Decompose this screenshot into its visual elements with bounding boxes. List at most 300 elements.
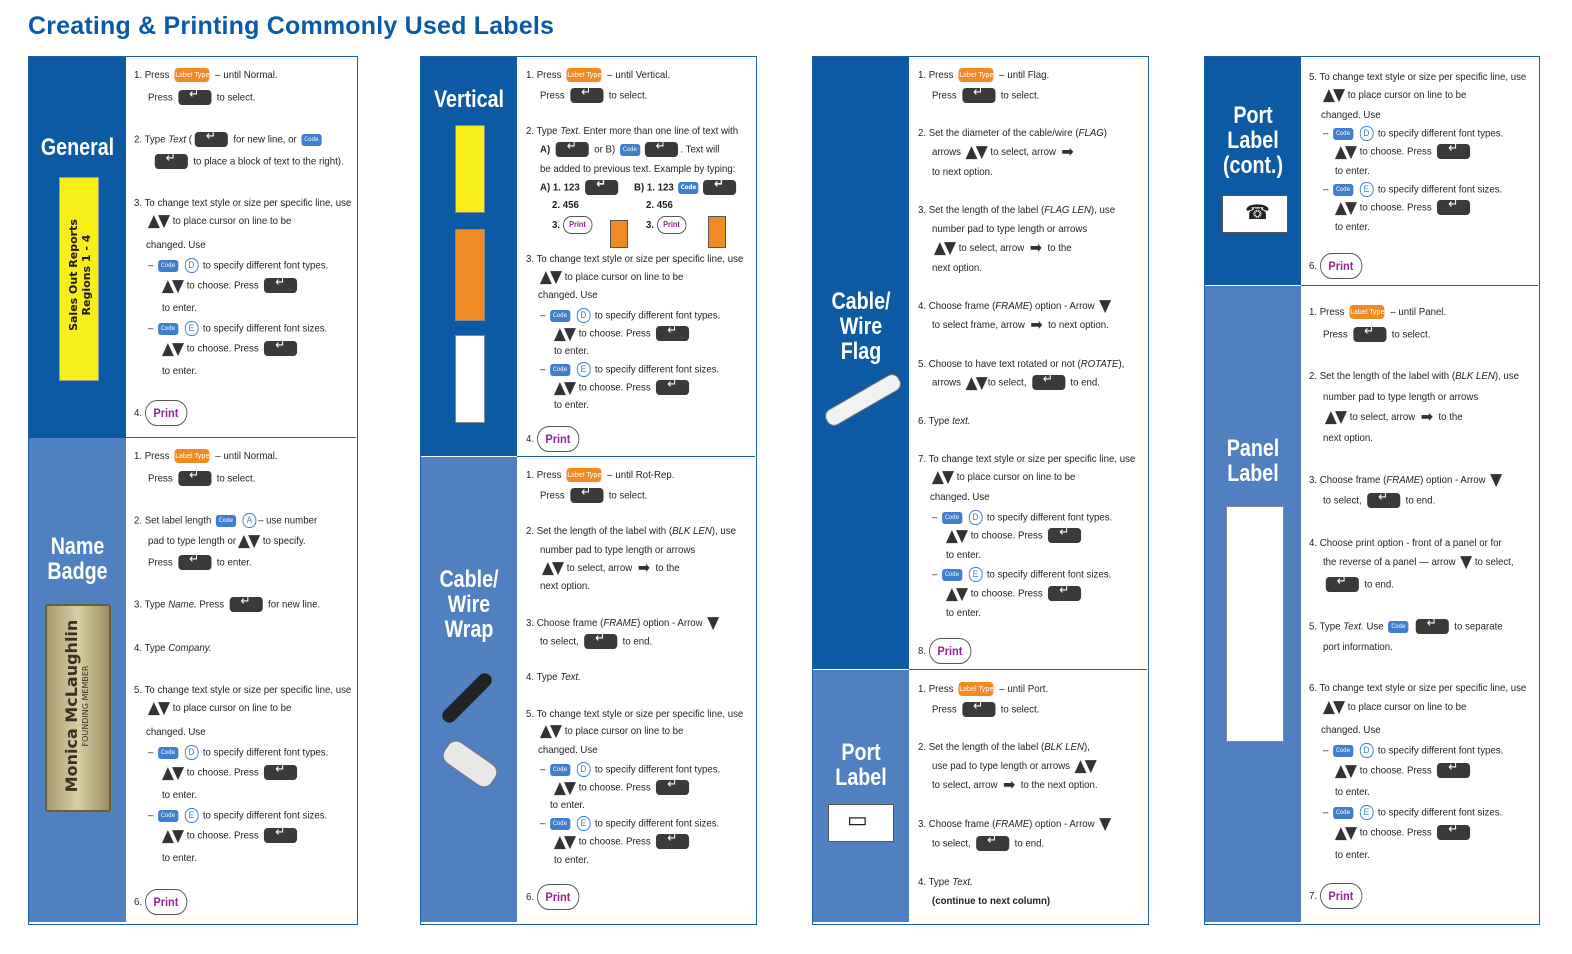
- instruction-line: 7. To change text style or size per specific line, use: [918, 453, 1136, 465]
- instruction-text: to choose. Press: [1359, 201, 1432, 214]
- instruction-line: to enter.: [162, 302, 197, 314]
- cable-flag-tab-line-2: Wire: [839, 313, 883, 341]
- instruction-line: to enter.: [1335, 221, 1370, 233]
- instruction-text: 3. Type: [134, 598, 166, 611]
- instruction-line: 5. To change text style or size per specific line, use: [1309, 71, 1527, 83]
- instruction-text: to end.: [1405, 494, 1436, 507]
- instruction-line: to enter.: [162, 852, 197, 864]
- instruction-line: to enter.: [1335, 165, 1370, 177]
- up-down-arrow-keys-icon: ▲▼: [933, 238, 955, 259]
- vertical-sample-yellow: [455, 125, 485, 213]
- size-key-icon: E: [1360, 182, 1374, 197]
- code-key-icon: Code: [942, 512, 962, 524]
- enter-key-icon: [178, 471, 211, 486]
- instruction-line: – Code E to specify different font sizes.: [1323, 183, 1503, 196]
- instruction-line: [148, 555, 252, 570]
- instruction-text: ) option - Arrow: [637, 617, 703, 629]
- instruction-line: to enter.: [554, 854, 589, 866]
- instruction-line: to enter.: [946, 549, 981, 561]
- cable-wrap-tab-line-3: Wrap: [444, 616, 494, 644]
- port-cont-tab-line-1: Port: [1233, 102, 1273, 129]
- instruction-text: for new line, or: [233, 133, 297, 146]
- instruction-text: to enter.: [216, 556, 252, 569]
- instruction-text: to select, arrow: [958, 242, 1025, 254]
- label-type-key-icon: Label Type: [959, 682, 994, 696]
- instruction-line: [1309, 470, 1502, 491]
- cable-wrap-sample-label: [439, 737, 501, 792]
- label-type-key-icon: Label Type: [1350, 305, 1385, 319]
- instruction-text: – until Normal.: [215, 450, 278, 462]
- instruction-text: to separate: [1454, 620, 1503, 633]
- vertical-tab-title: Vertical: [433, 86, 505, 113]
- instruction-line: [1323, 577, 1394, 592]
- panel-label-sample: [1226, 506, 1284, 742]
- instruction-line: [134, 449, 278, 463]
- instruction-line: [918, 68, 1049, 82]
- code-key-icon: Code: [1333, 184, 1353, 196]
- instruction-text: 8.: [918, 644, 927, 657]
- up-down-arrow-keys-icon: ▲▼: [553, 831, 575, 852]
- style-key-icon: D: [969, 510, 983, 525]
- instruction-line: [160, 275, 300, 296]
- instruction-text: to end.: [622, 635, 653, 648]
- instruction-text: – until Rot-Rep.: [607, 469, 675, 481]
- enter-key-icon: [703, 180, 736, 195]
- panel-label-tab-line-1: Panel: [1226, 435, 1280, 462]
- instruction-text: Press: [540, 489, 565, 502]
- instruction-line: [552, 831, 692, 852]
- instruction-text: BLK LEN: [1455, 370, 1495, 382]
- instruction-line: changed. Use: [538, 744, 598, 756]
- instruction-text: Company.: [168, 642, 212, 654]
- instruction-text: ): [1103, 127, 1108, 139]
- instruction-line: – Code D to specify different font types.: [540, 309, 721, 322]
- up-down-arrow-keys-icon: ▲▼: [553, 377, 575, 398]
- instruction-line: [1321, 85, 1467, 106]
- instruction-line: [160, 762, 300, 783]
- up-down-arrow-keys-icon: ▲▼: [945, 525, 967, 546]
- instruction-text: to select, arrow: [1349, 411, 1416, 423]
- instruction-text: to choose. Press: [578, 381, 651, 394]
- instruction-text: Press: [148, 556, 173, 569]
- label-type-key-icon: Label Type: [959, 68, 994, 82]
- down-arrow-key-icon: ▼: [1490, 470, 1501, 491]
- cable-wrap-tab-line-2: Wire: [447, 591, 491, 619]
- instruction-text: Enter more than one line of text with: [583, 125, 739, 137]
- instruction-line: [944, 525, 1084, 546]
- instruction-text: to the: [1047, 242, 1072, 254]
- instruction-text: to specify different font types.: [594, 763, 721, 776]
- up-down-arrow-keys-icon: ▲▼: [965, 142, 986, 163]
- code-key-icon: Code: [158, 747, 178, 759]
- instruction-text: to choose. Press: [578, 327, 651, 340]
- code-key-icon: Code: [550, 364, 570, 376]
- instruction-text: pad to type length or: [148, 535, 237, 547]
- instruction-text: 6.: [134, 895, 143, 908]
- instruction-line: port information.: [1323, 641, 1393, 653]
- instruction-text: Text.: [952, 876, 973, 888]
- instruction-line: 3. To change text style or size per specific line, use: [526, 253, 744, 265]
- vertical-sample-orange: [455, 229, 485, 321]
- instruction-line: [538, 267, 684, 288]
- general-steps: [134, 68, 354, 428]
- instruction-line: [540, 558, 680, 579]
- general-tab: [29, 57, 126, 438]
- instruction-text: to select,: [987, 376, 1027, 389]
- enter-key-icon: [195, 132, 228, 147]
- size-key-icon: E: [577, 362, 591, 377]
- cable-flag-sample: [822, 371, 904, 429]
- code-key-icon: Code: [942, 569, 962, 581]
- cable-flag-tab: [813, 57, 909, 669]
- instruction-text: to select,: [1474, 556, 1514, 568]
- instruction-line: [1309, 369, 1519, 383]
- instruction-text: to the next option.: [1020, 779, 1098, 791]
- general-sample-line-2: Regions 1 - 4: [80, 234, 93, 316]
- instruction-line: [1323, 493, 1435, 508]
- instruction-text: text.: [952, 415, 971, 427]
- instruction-text: ),: [1083, 741, 1090, 753]
- instruction-line: [918, 638, 971, 664]
- style-key-icon: D: [577, 762, 591, 777]
- panel-label-steps: [1309, 305, 1535, 917]
- right-arrow-key-icon: ➡: [637, 558, 651, 578]
- label-type-key-icon: Label Type: [567, 468, 602, 482]
- instruction-line: number pad to type length or arrows: [932, 223, 1088, 235]
- instruction-line: [540, 180, 621, 195]
- up-down-arrow-keys-icon: ▲▼: [945, 583, 967, 604]
- instruction-text: to specify different font sizes.: [1377, 806, 1503, 819]
- instruction-line: [944, 583, 1084, 604]
- cable-flag-tab-line-3: Flag: [840, 338, 882, 366]
- instruction-line: [918, 203, 1115, 217]
- instruction-text: to choose. Press: [970, 587, 1043, 600]
- instruction-line: [134, 597, 320, 612]
- enter-key-icon: [962, 702, 995, 717]
- panel-label-tab-line-2: Label: [1227, 460, 1279, 488]
- cable-wrap-steps: [526, 468, 752, 920]
- instruction-text: to select frame, arrow: [932, 319, 1025, 331]
- instruction-line: changed. Use: [146, 239, 206, 251]
- up-down-arrow-keys-icon: ▲▼: [1334, 141, 1356, 162]
- instruction-text: the reverse of a panel — arrow: [1323, 556, 1456, 568]
- instruction-text: Text: [168, 133, 187, 146]
- instruction-line: – Code E to specify different font sizes.: [148, 322, 328, 335]
- down-arrow-key-icon: ▼: [707, 613, 718, 634]
- up-down-arrow-keys-icon: ▲▼: [931, 467, 953, 488]
- instruction-text: 4.: [526, 432, 535, 445]
- style-key-icon: D: [577, 308, 591, 323]
- up-down-arrow-keys-icon: ▲▼: [1322, 697, 1344, 718]
- instruction-text: to specify different font sizes.: [986, 568, 1112, 581]
- instruction-text: – until Panel.: [1390, 306, 1447, 318]
- instruction-text: Press: [148, 91, 173, 104]
- print-key-icon: Print: [537, 884, 579, 910]
- instruction-text: to place cursor on line to be: [1347, 701, 1467, 713]
- instruction-line: [148, 90, 255, 105]
- instruction-line: changed. Use: [146, 726, 206, 738]
- right-arrow-key-icon: ➡: [1029, 238, 1043, 258]
- port-cont-tab: [1205, 57, 1301, 285]
- instruction-line: [646, 216, 686, 234]
- instruction-line: [930, 467, 1076, 488]
- print-key-icon: Print: [563, 216, 592, 234]
- enter-key-icon: [570, 88, 603, 103]
- instruction-text: 3.: [552, 218, 561, 231]
- enter-key-icon: [656, 834, 689, 849]
- instruction-line: – Code E to specify different font sizes.: [540, 363, 720, 376]
- instruction-text: Press: [1323, 328, 1348, 341]
- instruction-text: Text.: [1343, 620, 1364, 633]
- instruction-text: 2. Set the length of the label with (: [526, 525, 673, 537]
- instruction-text: to specify different font types.: [202, 259, 329, 272]
- instruction-line: [526, 884, 579, 910]
- enter-key-icon: [656, 326, 689, 341]
- enter-key-icon: [264, 828, 297, 843]
- instruction-line: 3. To change text style or size per specific line, use: [134, 197, 352, 209]
- instruction-line: [1309, 253, 1362, 279]
- instruction-text: to specify different font sizes.: [594, 817, 720, 830]
- port-cont-tab-line-2: Label: [1227, 127, 1279, 155]
- instruction-line: [1309, 619, 1503, 634]
- instruction-line: (continue to next column): [932, 895, 1051, 907]
- instruction-text: to specify different font types.: [1377, 127, 1504, 140]
- instruction-line: [526, 613, 719, 634]
- instruction-text: – until Vertical.: [607, 69, 671, 81]
- code-key-icon: Code: [158, 323, 178, 335]
- instruction-line: to enter.: [162, 365, 197, 377]
- print-key-icon: Print: [145, 889, 187, 915]
- instruction-text: to specify different font sizes.: [594, 363, 720, 376]
- instruction-line: – Code E to specify different font sizes.: [932, 568, 1112, 581]
- port-cont-tab-line-3: (cont.): [1222, 152, 1284, 180]
- instruction-line: [148, 531, 306, 552]
- instruction-text: to the: [1438, 411, 1463, 423]
- instruction-line: [932, 315, 1109, 335]
- instruction-line: to enter.: [162, 789, 197, 801]
- instruction-line: [932, 702, 1039, 717]
- instruction-text: to the: [655, 562, 680, 574]
- instruction-text: ), use: [1494, 370, 1519, 382]
- instruction-line: [160, 825, 300, 846]
- instruction-line: be added to previous text. Example by typing:: [540, 163, 736, 175]
- instruction-text: ROTATE: [1080, 358, 1119, 370]
- instruction-text: FRAME: [995, 818, 1030, 830]
- up-down-arrow-keys-icon: ▲▼: [237, 531, 259, 552]
- instruction-line: next option.: [540, 580, 590, 592]
- enter-key-icon: [1437, 144, 1470, 159]
- cable-flag-tab-line-1: Cable/: [831, 288, 891, 315]
- instruction-line: [540, 488, 647, 503]
- instruction-text: 3. Set the length of the label (: [918, 204, 1045, 216]
- vertical-example-b: [708, 216, 726, 248]
- enter-key-icon: [1048, 528, 1081, 543]
- size-key-icon: E: [185, 808, 199, 823]
- up-down-arrow-keys-icon: ▲▼: [1074, 756, 1095, 777]
- instruction-text: to select.: [216, 91, 256, 104]
- divider: [1301, 285, 1538, 286]
- enter-key-icon: [178, 90, 211, 105]
- instruction-line: [160, 338, 300, 359]
- instruction-text: Press: [199, 598, 225, 611]
- enter-key-icon: [976, 836, 1009, 851]
- instruction-line: [1323, 407, 1463, 428]
- vertical-steps: [526, 68, 752, 453]
- code-key-icon: Code: [620, 144, 640, 156]
- instruction-line: [918, 814, 1111, 835]
- up-down-arrow-keys-icon: ▲▼: [147, 211, 169, 232]
- instruction-text: – use number: [258, 514, 318, 527]
- instruction-text: to specify different font sizes.: [202, 322, 328, 335]
- instruction-line: [526, 68, 670, 82]
- instruction-text: to select,: [1323, 494, 1362, 507]
- instruction-text: 2. Set the length of the label with (: [1309, 370, 1456, 382]
- instruction-line: changed. Use: [1321, 109, 1381, 121]
- instruction-text: to place cursor on line to be: [1347, 89, 1467, 101]
- instruction-text: to select.: [608, 89, 648, 102]
- instruction-line: [146, 211, 292, 232]
- cable-wrap-tab: [421, 457, 517, 922]
- print-key-icon: Print: [657, 216, 686, 234]
- port-label-steps: [918, 682, 1144, 918]
- instruction-text: to end.: [1364, 578, 1394, 591]
- instruction-text: to select.: [216, 472, 256, 485]
- instruction-text: to choose. Press: [186, 342, 259, 355]
- instruction-line: [932, 756, 1097, 777]
- instruction-text: ) option - Arrow: [1029, 300, 1095, 312]
- instruction-text: 2. Type: [134, 133, 166, 146]
- length-key-icon: A: [242, 513, 256, 528]
- code-key-icon: Code: [550, 818, 570, 830]
- instruction-text: ), use: [711, 525, 736, 537]
- instruction-line: [918, 740, 1090, 754]
- instruction-text: 4. Type: [134, 642, 166, 654]
- port-label-tab-line-1: Port: [841, 739, 881, 766]
- badge-title: FOUNDING MEMBER: [81, 665, 90, 747]
- instruction-line: [1333, 141, 1473, 162]
- instruction-line: [526, 426, 579, 452]
- instruction-text: to choose. Press: [578, 781, 651, 794]
- page-title: Creating & Printing Commonly Used Labels: [28, 12, 555, 40]
- instruction-text: A): [540, 143, 551, 156]
- enter-key-icon: [178, 555, 211, 570]
- enter-key-icon: [656, 380, 689, 395]
- instruction-line: [932, 142, 1076, 163]
- instruction-text: Use: [1366, 620, 1384, 633]
- instruction-text: FRAME: [603, 617, 638, 629]
- instruction-text: to choose. Press: [186, 279, 259, 292]
- instruction-text: 3. Choose frame (: [526, 617, 604, 629]
- up-down-arrow-keys-icon: ▲▼: [553, 323, 575, 344]
- enter-key-icon: [264, 765, 297, 780]
- instruction-line: to next option.: [932, 166, 993, 178]
- size-key-icon: E: [969, 567, 983, 582]
- instruction-text: to select,: [540, 635, 579, 648]
- badge-name: Monica McLaughlin: [62, 619, 81, 793]
- name-badge-steps: [134, 449, 354, 919]
- computer-icon: ▭: [847, 808, 868, 833]
- instruction-text: Text.: [560, 125, 581, 137]
- instruction-line: [526, 524, 736, 538]
- enter-key-icon: [264, 278, 297, 293]
- instruction-text: – until Flag.: [999, 69, 1050, 81]
- instruction-text: BLK LEN: [672, 525, 712, 537]
- vertical-example-a: [610, 220, 628, 248]
- code-key-icon: Code: [1333, 745, 1353, 757]
- enter-key-icon: [1437, 825, 1470, 840]
- instruction-line: [540, 142, 719, 157]
- instruction-text: or B): [594, 143, 616, 156]
- instruction-text: to choose. Press: [186, 829, 259, 842]
- instruction-line: 6. To change text style or size per specific line, use: [1309, 682, 1527, 694]
- instruction-line: – Code E to specify different font sizes.: [148, 809, 328, 822]
- instruction-text: to select, arrow: [990, 146, 1056, 158]
- enter-key-icon: [1326, 577, 1359, 592]
- port-label-sample: [828, 804, 894, 842]
- instruction-line: [134, 132, 323, 147]
- instruction-text: 1. Press: [134, 69, 170, 81]
- enter-key-icon: [585, 180, 618, 195]
- instruction-text: arrows: [932, 376, 961, 389]
- instruction-text: 3. Choose frame (: [1309, 474, 1387, 486]
- instruction-text: to choose. Press: [1359, 826, 1432, 839]
- instruction-text: to specify different font types.: [594, 309, 721, 322]
- instruction-text: 3.: [646, 218, 655, 231]
- instruction-text: (: [188, 133, 193, 146]
- instruction-line: [932, 836, 1044, 851]
- enter-key-icon: [1437, 200, 1470, 215]
- instruction-text: Press: [932, 703, 957, 716]
- instruction-line: – Code D to specify different font types.: [932, 511, 1113, 524]
- instruction-text: to select, arrow: [566, 562, 633, 574]
- port-label-tab: [813, 670, 909, 922]
- instruction-text: 2. Type: [526, 125, 558, 137]
- code-key-icon: Code: [1333, 807, 1353, 819]
- instruction-text: 1. Press: [526, 69, 562, 81]
- up-down-arrow-keys-icon: ▲▼: [1324, 407, 1346, 428]
- divider: [126, 437, 356, 438]
- code-key-icon: Code: [550, 310, 570, 322]
- port-cont-sample: [1222, 195, 1288, 233]
- up-down-arrow-keys-icon: ▲▼: [161, 275, 183, 296]
- instruction-text: 7.: [1309, 889, 1318, 902]
- panel-label-tab: [1205, 286, 1301, 922]
- instruction-text: to select, arrow: [932, 779, 998, 791]
- size-key-icon: E: [185, 321, 199, 336]
- instruction-text: to choose. Press: [970, 529, 1043, 542]
- instruction-text: FLAG: [1078, 127, 1104, 139]
- instruction-line: [1333, 197, 1473, 218]
- instruction-text: 4. Type: [526, 671, 558, 683]
- instruction-text: to specify different font sizes.: [1377, 183, 1503, 196]
- style-key-icon: D: [185, 745, 199, 760]
- name-badge-tab-line-1: Name: [50, 533, 105, 560]
- up-down-arrow-keys-icon: ▲▼: [1334, 760, 1356, 781]
- instruction-text: 3. Choose frame (: [918, 818, 996, 830]
- instruction-line: [134, 68, 278, 82]
- instruction-text: use pad to type length or arrows: [932, 760, 1071, 772]
- general-sample-label: [59, 177, 99, 381]
- instruction-line: next option.: [932, 262, 982, 274]
- code-key-icon: Code: [158, 260, 178, 272]
- up-down-arrow-keys-icon: ▲▼: [541, 558, 563, 579]
- enter-key-icon: [570, 488, 603, 503]
- instruction-line: [1309, 305, 1446, 319]
- instruction-line: to enter.: [554, 345, 589, 357]
- instruction-text: A) 1. 123: [540, 181, 580, 194]
- instruction-text: B) 1. 123: [634, 181, 674, 194]
- instruction-line: [1323, 552, 1514, 573]
